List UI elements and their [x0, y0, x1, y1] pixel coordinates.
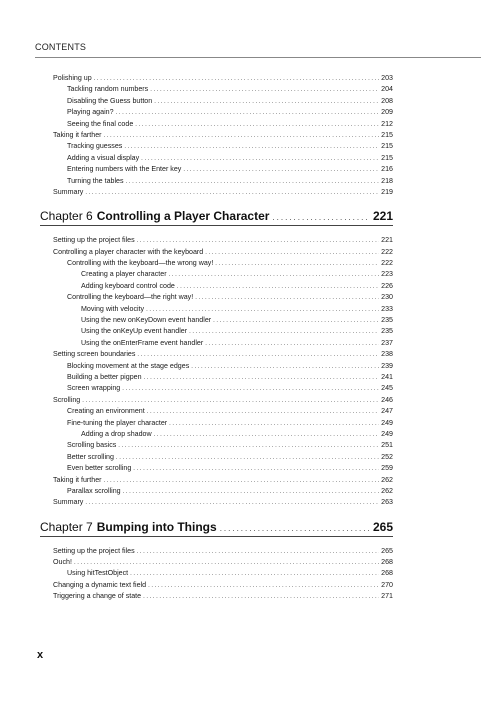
dot-leader: [189, 327, 379, 337]
chapter-title: Bumping into Things: [96, 519, 217, 534]
chapter-spacer: [53, 198, 393, 208]
dot-leader: [143, 592, 379, 602]
toc-entry[interactable]: [53, 96, 393, 107]
toc-entry-page: 223: [381, 270, 393, 279]
dot-leader: [215, 259, 379, 269]
toc-entry-page: 262: [381, 475, 393, 484]
dot-leader: [123, 487, 380, 497]
toc-entry[interactable]: [53, 497, 393, 508]
toc-entry-title: Polishing up: [53, 74, 92, 82]
toc-entry[interactable]: [53, 463, 393, 474]
dot-leader: [82, 396, 379, 406]
dot-leader: [195, 293, 379, 303]
toc-entry[interactable]: [53, 349, 393, 360]
chapter-title: Controlling a Player Character: [96, 209, 270, 224]
toc-entry-title: Creating an environment: [67, 407, 145, 416]
toc-entry-title: Taking it farther: [53, 130, 102, 139]
toc-entry-title: Parallax scrolling: [67, 486, 121, 495]
toc-entry-page: 203: [381, 74, 393, 82]
toc-entry-title: Using the new onKeyDown event handler: [81, 316, 212, 325]
chapter-number: Chapter 6: [40, 209, 93, 224]
toc-entry[interactable]: [53, 281, 393, 292]
toc-entry-title: Playing again?: [67, 108, 114, 117]
toc-entry[interactable]: [53, 452, 393, 463]
toc-entry[interactable]: [53, 372, 393, 383]
toc-entry-title: Adding a visual display: [67, 153, 140, 162]
toc-entry-page: 215: [381, 130, 393, 139]
toc-entry-page: 262: [381, 486, 393, 495]
toc-entry[interactable]: [53, 591, 393, 602]
toc-entry-title: Screen wrapping: [67, 384, 121, 393]
dot-leader: [94, 74, 380, 84]
toc-entry-page: 239: [381, 361, 393, 370]
dot-leader: [116, 108, 380, 118]
toc-entry-page: 251: [381, 441, 393, 450]
dot-leader: [137, 350, 379, 360]
toc-entry[interactable]: [53, 107, 393, 118]
toc-entry-title: Blocking movement at the stage edges: [67, 361, 190, 370]
chapter-heading[interactable]: [40, 208, 393, 224]
toc-entry-page: 219: [381, 187, 393, 196]
toc-entry-page: 230: [381, 293, 393, 302]
toc-entry-title: Scrolling: [53, 395, 81, 404]
toc-entry-title: Setting up the project files: [53, 546, 135, 555]
toc-entry-page: 222: [381, 247, 393, 256]
toc-entry-title: Tracking guesses: [67, 142, 123, 151]
toc-entry-title: Fine-tuning the player character: [67, 418, 168, 427]
toc-entry-title: Taking it further: [53, 475, 102, 484]
toc-entry-page: 270: [381, 580, 393, 589]
toc-entry-page: 209: [381, 108, 393, 117]
toc-entry[interactable]: [53, 235, 393, 246]
chapter-page: 265: [372, 519, 393, 534]
dot-leader: [85, 188, 379, 198]
toc-entry-page: 246: [381, 395, 393, 404]
toc-entry-page: 249: [381, 418, 393, 427]
dot-leader: [220, 521, 370, 535]
running-header: CONTENTS: [35, 42, 87, 52]
page-number: x: [37, 649, 44, 661]
toc-entry-title: Tackling random numbers: [67, 85, 149, 94]
toc-entry-title: Using hitTestObject: [67, 569, 129, 578]
toc-entry[interactable]: [53, 383, 393, 394]
toc-entry-page: 215: [381, 142, 393, 151]
dot-leader: [85, 498, 379, 508]
toc-entry-title: Creating a player character: [81, 270, 167, 279]
toc-entry-page: 271: [381, 592, 393, 601]
toc-entry[interactable]: [53, 130, 393, 141]
toc-entry-title: Better scrolling: [67, 452, 114, 461]
toc-entry-page: 265: [381, 546, 393, 555]
dot-leader: [118, 441, 379, 451]
toc-entry[interactable]: [53, 269, 393, 280]
dot-leader: [137, 547, 380, 557]
dot-leader: [144, 373, 380, 383]
toc-entry-title: Setting up the project files: [53, 236, 135, 245]
toc-entry-page: 268: [381, 569, 393, 578]
toc-entry-title: Building a better pigpen: [67, 372, 142, 381]
toc-entry[interactable]: [53, 546, 393, 557]
dot-leader: [146, 305, 379, 315]
toc-entry-page: 245: [381, 384, 393, 393]
dot-leader: [150, 85, 379, 95]
chapter-spacer: [53, 509, 393, 519]
toc-entry[interactable]: [53, 315, 393, 326]
dot-leader: [177, 282, 379, 292]
toc-entry-page: 204: [381, 85, 393, 94]
toc-entry-title: Using the onKeyUp event handler: [81, 327, 188, 336]
toc-entry[interactable]: [53, 141, 393, 152]
toc-entry-page: 235: [381, 327, 393, 336]
toc-entry[interactable]: [53, 326, 393, 337]
toc-entry-title: Turning the tables: [67, 176, 124, 185]
toc-entry-title: Scrolling basics: [67, 441, 117, 450]
dot-leader: [147, 407, 379, 417]
toc-entry-page: 259: [381, 464, 393, 473]
toc-entry-page: 263: [381, 498, 393, 507]
toc-entry[interactable]: [53, 429, 393, 440]
toc-entry-title: Seeing the final code: [67, 119, 134, 128]
toc-entry[interactable]: [53, 73, 393, 84]
toc-entry-title: Summary: [53, 498, 84, 507]
toc-entry[interactable]: [53, 84, 393, 95]
toc-entry-title: Changing a dynamic text field: [53, 580, 147, 589]
dot-leader: [130, 569, 379, 579]
toc-entry[interactable]: [53, 258, 393, 269]
toc-entry-page: 238: [381, 350, 393, 359]
toc-entry-title: Adding a drop shadow: [81, 429, 152, 438]
toc-entry-title: Setting screen boundaries: [53, 350, 136, 359]
chapter-number: Chapter 7: [40, 519, 93, 534]
table-of-contents: [40, 73, 393, 603]
toc-entry-page: 249: [381, 429, 393, 438]
toc-entry-title: Triggering a change of state: [53, 592, 142, 601]
dot-leader: [116, 453, 379, 463]
toc-entry-page: 221: [381, 236, 393, 245]
dot-leader: [272, 210, 370, 224]
toc-entry[interactable]: [53, 440, 393, 451]
toc-entry-page: 241: [381, 372, 393, 381]
toc-entry-page: 235: [381, 316, 393, 325]
toc-entry[interactable]: [53, 187, 393, 198]
toc-entry[interactable]: [53, 119, 393, 130]
dot-leader: [122, 384, 379, 394]
toc-entry-page: 208: [381, 96, 393, 105]
toc-entry-title: Summary: [53, 187, 84, 196]
chapter-rule: [40, 536, 393, 537]
toc-entry-title: Using the onEnterFrame event handler: [81, 338, 204, 347]
toc-entry-title: Moving with velocity: [81, 304, 145, 313]
toc-entry-title: Even better scrolling: [67, 464, 132, 473]
chapter-page: 221: [372, 209, 393, 224]
toc-entry[interactable]: [53, 557, 393, 568]
toc-entry[interactable]: [53, 292, 393, 303]
toc-entry-page: 222: [381, 259, 393, 268]
toc-entry[interactable]: [53, 418, 393, 429]
dot-leader: [141, 154, 379, 164]
toc-entry[interactable]: [53, 486, 393, 497]
dot-leader: [133, 464, 379, 474]
dot-leader: [169, 270, 380, 280]
dot-leader: [137, 236, 380, 246]
dot-leader: [74, 558, 379, 568]
toc-entry-title: Entering numbers with the Enter key: [67, 165, 182, 174]
toc-entry[interactable]: [53, 176, 393, 187]
toc-entry[interactable]: [53, 568, 393, 579]
toc-entry[interactable]: [53, 406, 393, 417]
dot-leader: [154, 97, 379, 107]
toc-entry[interactable]: [53, 395, 393, 406]
toc-entry-page: 215: [381, 153, 393, 162]
dot-leader: [148, 581, 379, 591]
toc-entry-title: Adding keyboard control code: [81, 281, 175, 290]
toc-entry[interactable]: [53, 475, 393, 486]
toc-entry[interactable]: [53, 247, 393, 258]
toc-entry-page: 247: [381, 407, 393, 416]
toc-entry-title: Controlling the keyboard—the right way!: [67, 293, 194, 302]
toc-entry-title: Ouch!: [53, 558, 72, 567]
dot-leader: [126, 177, 380, 187]
toc-entry[interactable]: [53, 361, 393, 372]
chapter-rule: [40, 225, 393, 226]
dot-leader: [213, 316, 379, 326]
toc-entry-page: 233: [381, 304, 393, 313]
dot-leader: [205, 248, 379, 258]
dot-leader: [191, 362, 379, 372]
dot-leader: [104, 131, 380, 141]
toc-entry[interactable]: [53, 304, 393, 315]
dot-leader: [183, 165, 379, 175]
toc-entry-page: 226: [381, 281, 393, 290]
toc-entry[interactable]: [53, 338, 393, 349]
dot-leader: [154, 430, 380, 440]
toc-entry-page: 268: [381, 558, 393, 567]
toc-entry-title: Controlling a player character with the keyboard: [53, 247, 204, 256]
toc-entry-page: 216: [381, 165, 393, 174]
toc-entry-page: 218: [381, 176, 393, 185]
toc-entry[interactable]: [53, 580, 393, 591]
toc-entry-title: Controlling with the keyboard—the wrong way!: [67, 259, 214, 268]
dot-leader: [124, 142, 379, 152]
toc-entry-page: 252: [381, 452, 393, 461]
toc-entry-page: 212: [381, 119, 393, 128]
toc-entry-page: 237: [381, 338, 393, 347]
toc-entry-title: Disabling the Guess button: [67, 96, 153, 105]
header-rule: [35, 57, 481, 58]
dot-leader: [104, 476, 380, 486]
toc-entry[interactable]: [53, 164, 393, 175]
dot-leader: [135, 120, 379, 130]
dot-leader: [205, 339, 379, 349]
chapter-heading[interactable]: [40, 519, 393, 535]
dot-leader: [169, 419, 379, 429]
toc-entry[interactable]: [53, 153, 393, 164]
